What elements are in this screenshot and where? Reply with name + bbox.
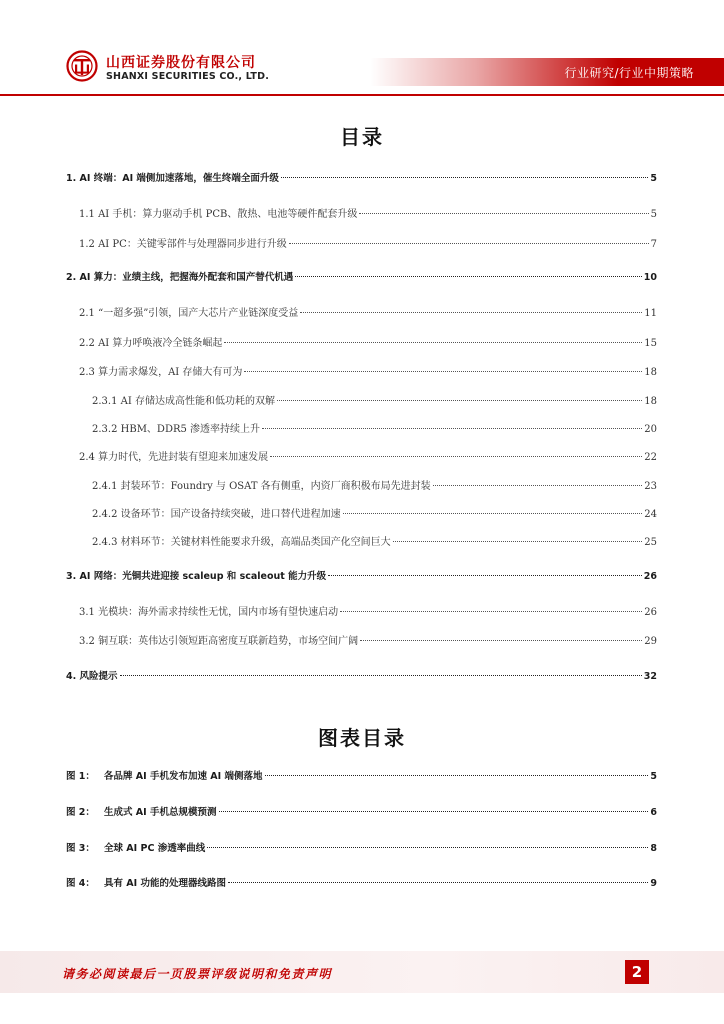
toc-entry[interactable]: 2.3.2 HBM、DDR5 渗透率持续上升 20 (92, 424, 657, 435)
figure-entry[interactable]: 图 3： 全球 AI PC 渗透率曲线 8 (66, 843, 657, 854)
figures-title: 图表目录 (318, 726, 406, 750)
company-name-cn: 山西证券股份有限公司 (106, 55, 256, 71)
toc-entry[interactable]: 2.4.2 设备环节：国产设备持续突破，进口替代进程加速 24 (92, 509, 657, 520)
header-band (370, 58, 724, 86)
toc-title: 目录 (340, 125, 384, 149)
figure-entry[interactable]: 图 2： 生成式 AI 手机总规模预测 6 (66, 807, 657, 818)
toc-entry[interactable]: 1.2 AI PC：关键零部件与处理器同步进行升级 7 (79, 239, 657, 250)
company-name-en: SHANXI SECURITIES CO., LTD. (106, 71, 270, 82)
toc-entry[interactable]: 1. AI 终端：AI 端侧加速落地，催生终端全面升级 5 (66, 173, 657, 184)
toc-entry[interactable]: 3.2 铜互联：英伟达引领短距高密度互联新趋势，市场空间广阔 29 (79, 636, 657, 647)
page-footer (0, 951, 724, 993)
header-divider (0, 94, 724, 96)
page-number: 2 (625, 960, 649, 984)
toc-entry[interactable]: 2.4.1 封装环节：Foundry 与 OSAT 各有侧重，内资厂商积极布局先进封装 23 (92, 481, 657, 492)
toc-entry[interactable]: 1.1 AI 手机：算力驱动手机 PCB、散热、电池等硬件配套升级 5 (79, 209, 657, 220)
toc-entry[interactable]: 4. 风险提示 32 (66, 671, 657, 682)
toc-entry[interactable]: 2.3 算力需求爆发，AI 存储大有可为 18 (79, 367, 657, 378)
figure-entry[interactable]: 图 1： 各品牌 AI 手机发布加速 AI 端侧落地 5 (66, 771, 657, 782)
toc-entry[interactable]: 3. AI 网络：光铜共进迎接 scaleup 和 scaleout 能力升级 26 (66, 571, 657, 582)
toc-entry[interactable]: 2.4.3 材料环节：关键材料性能要求升级，高端品类国产化空间巨大 25 (92, 537, 657, 548)
toc-entry[interactable]: 2.2 AI 算力呼唤液冷全链条崛起 15 (79, 338, 657, 349)
footer-disclaimer: 请务必阅读最后一页股票评级说明和免责声明 (62, 967, 333, 981)
toc-entry[interactable]: 2.1 “一超多强”引领，国产大芯片产业链深度受益 11 (79, 308, 657, 319)
report-category: 行业研究/行业中期策略 (564, 66, 694, 80)
toc-entry[interactable]: 2.3.1 AI 存储达成高性能和低功耗的双解 18 (92, 396, 657, 407)
toc-entry[interactable]: 2.4 算力时代，先进封装有望迎来加速发展 22 (79, 452, 657, 463)
page-header (0, 0, 724, 100)
company-logo-icon (66, 50, 98, 82)
toc-entry[interactable]: 3.1 光模块：海外需求持续性无忧，国内市场有望快速启动 26 (79, 607, 657, 618)
toc-entry[interactable]: 2. AI 算力：业绩主线，把握海外配套和国产替代机遇 10 (66, 272, 657, 283)
figure-entry[interactable]: 图 4： 具有 AI 功能的处理器线路图 9 (66, 878, 657, 889)
